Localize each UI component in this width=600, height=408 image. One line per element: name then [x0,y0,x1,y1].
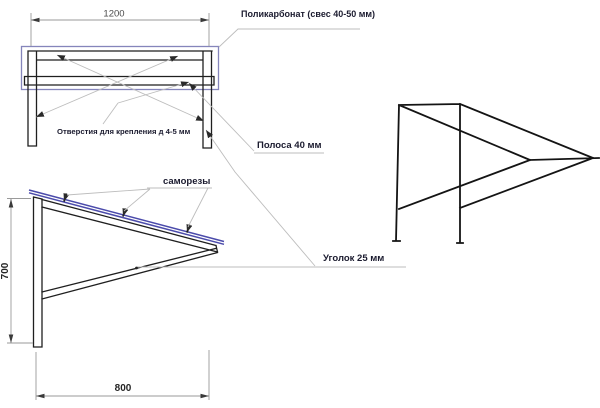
side-view [0,176,224,400]
label-angle: Уголок 25 мм [323,253,385,264]
polycarbonate-callout [219,9,375,47]
top-view [22,9,219,149]
dim-1200-value: 1200 [103,8,125,20]
label-strip: Полоса 40 мм [257,140,322,151]
label-holes: Отверстия для крепления д 4-5 мм [57,127,191,136]
bracket-chord-and-strut [42,200,218,300]
wall-post [34,197,43,347]
dim-800-value: 800 [114,383,132,394]
angle-leader-dot [135,267,138,270]
strip-leader [189,83,254,151]
label-polycarbonate: Поликарбонат (свес 40-50 мм) [241,9,376,19]
dim-700-value: 700 [0,262,11,280]
iso-view [393,104,599,243]
holes-leader-stem [103,103,118,124]
holes-leader-1 [57,55,204,121]
polycarbonate-leader [219,29,360,47]
iso-wireframe [393,104,599,243]
label-screws: саморезы [163,176,211,187]
strip-callout [189,83,324,153]
polycarbonate-edge [29,190,224,244]
holes-leader-2 [36,56,178,117]
